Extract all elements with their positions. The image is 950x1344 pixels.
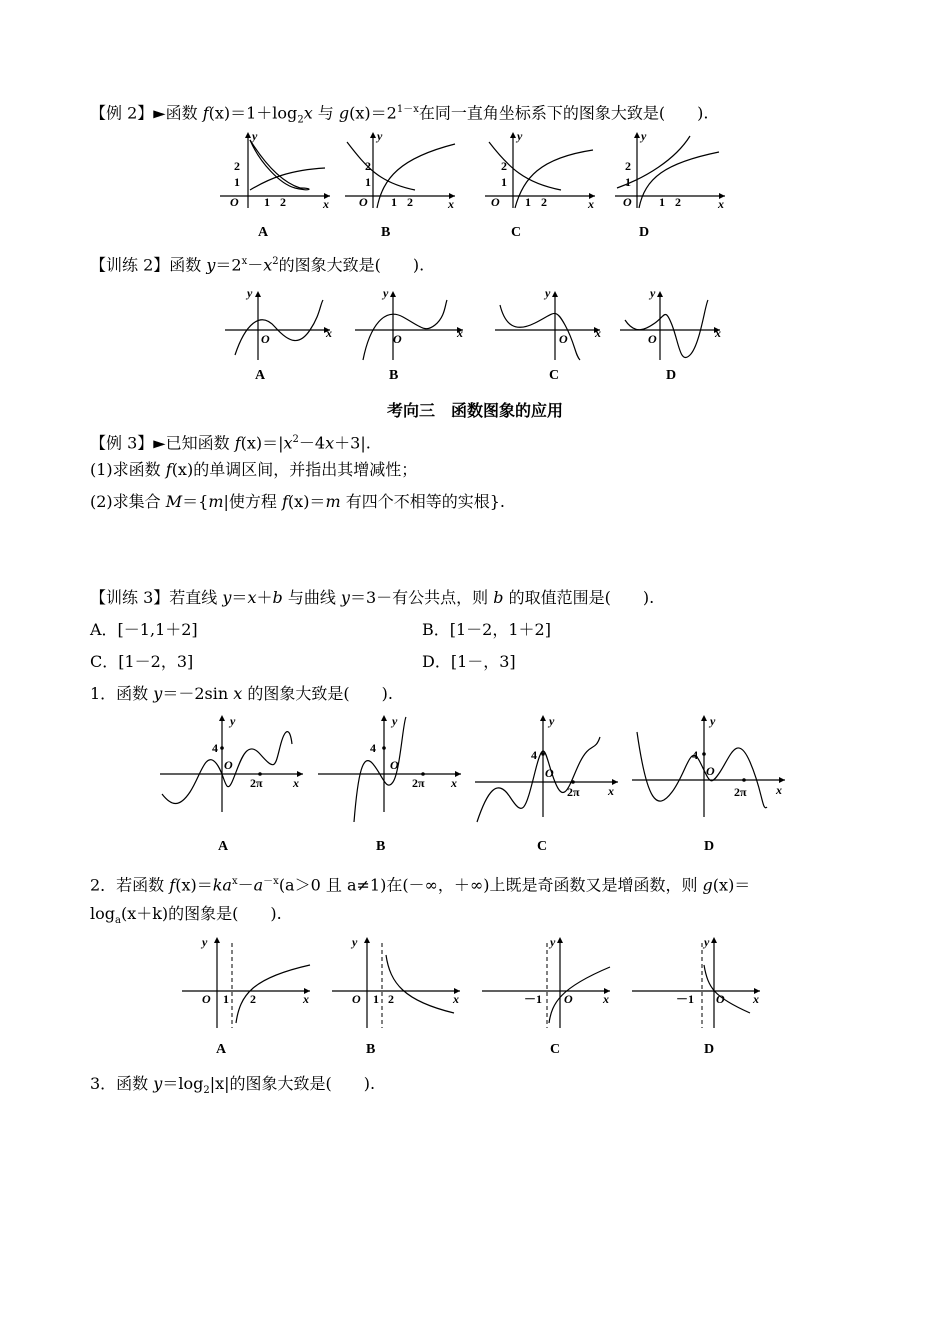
y-axis-label: y — [650, 286, 656, 300]
option-label: D — [704, 1042, 715, 1057]
text: a — [253, 875, 264, 895]
tick-label: 4 — [370, 741, 376, 755]
training-2-question — [90, 252, 424, 275]
tick-label: 2π — [250, 776, 263, 790]
example-3-question — [90, 430, 371, 453]
y-axis-label: y — [230, 714, 236, 728]
tick-label: 1 — [365, 175, 371, 189]
p2-graph-c — [482, 933, 617, 1058]
option-label: B — [366, 1042, 376, 1057]
tick-label: 1 — [659, 195, 665, 209]
x-axis-label: x — [588, 197, 594, 211]
problem-1-question — [90, 684, 393, 704]
text: x — [283, 433, 293, 453]
arrow-icon: ► — [153, 103, 166, 123]
text: x — [247, 588, 257, 607]
text: 的图象大致是( ). — [278, 255, 425, 275]
tick-label: －1 — [676, 992, 695, 1006]
tick-label: 1 — [223, 992, 229, 1006]
y-axis-label: y — [377, 129, 383, 143]
origin-label: O — [202, 992, 211, 1006]
text: 2．若函数 — [90, 875, 170, 895]
text: y — [153, 1074, 163, 1093]
text: 2 — [292, 434, 299, 445]
text: m — [325, 492, 341, 511]
tick-label: 4 — [692, 748, 698, 762]
text: f — [169, 875, 176, 895]
text: 1．函数 — [90, 684, 154, 703]
option-label: D — [666, 368, 677, 383]
tr2-graph-b — [355, 285, 470, 385]
problem-2-question — [90, 872, 750, 895]
option-label: C — [549, 368, 560, 383]
origin-label: O — [716, 992, 725, 1006]
tick-label: 2 — [625, 159, 631, 173]
text: ＝－2sin — [162, 684, 234, 703]
option-label: B — [376, 839, 386, 854]
origin-label: O — [390, 758, 399, 772]
text: 若直线 — [169, 588, 223, 607]
text: 函数 — [165, 103, 203, 123]
text: a — [222, 875, 232, 895]
example-3-part-1 — [90, 460, 417, 480]
p2-graph-a — [182, 933, 317, 1058]
ex2-graph-b — [345, 128, 465, 243]
origin-label: O — [545, 766, 554, 780]
x-axis-label: x — [451, 776, 457, 790]
option-label: C — [550, 1042, 561, 1057]
p1-graph-d — [632, 712, 792, 857]
text: f — [165, 460, 172, 479]
tick-label: 2π — [734, 785, 747, 799]
origin-label: O — [648, 332, 657, 346]
training-tag: 【训练 3】 — [90, 588, 170, 607]
text: 在同一直角坐标系下的图象大致是( ). — [418, 103, 709, 123]
x-axis-label: x — [715, 326, 721, 340]
origin-label: O — [230, 195, 239, 209]
y-axis-label: y — [545, 286, 551, 300]
text: M — [165, 492, 183, 511]
tick-label: 2 — [407, 195, 413, 209]
p1-graph-a — [160, 712, 310, 857]
tick-label: 2 — [365, 159, 371, 173]
text: 有四个不相等的实根}. — [340, 492, 505, 511]
tick-label: 1 — [373, 992, 379, 1006]
text: (x)＝ — [287, 492, 326, 511]
ex2-graph-c — [485, 128, 605, 243]
x-axis-label: x — [776, 783, 782, 797]
x-axis-label: x — [326, 326, 332, 340]
tick-label: 4 — [531, 748, 537, 762]
origin-label: O — [352, 992, 361, 1006]
y-axis-label: y — [252, 129, 258, 143]
text: x — [233, 684, 243, 703]
option-label: B — [381, 225, 391, 240]
origin-label: O — [393, 332, 402, 346]
origin-label: O — [623, 195, 632, 209]
text: (1)求函数 — [90, 460, 166, 479]
p1-graph-c — [475, 712, 625, 857]
text: (x)＝ — [175, 875, 213, 895]
text: 函数 — [169, 255, 207, 275]
example-2-question — [90, 100, 708, 131]
text: (x)＝2 — [349, 103, 397, 123]
option-label: A — [258, 225, 269, 240]
x-axis-label: x — [753, 992, 759, 1006]
x-axis-label: x — [457, 326, 463, 340]
p1-graph-b — [318, 712, 468, 857]
option-label: D — [704, 839, 715, 854]
tick-label: 2 — [675, 195, 681, 209]
text: －x — [263, 876, 279, 887]
tick-label: 2 — [388, 992, 394, 1006]
text: (2)求集合 — [90, 492, 166, 511]
origin-label: O — [359, 195, 368, 209]
tick-label: 2π — [567, 785, 580, 799]
problem-2-question-line-2 — [90, 904, 282, 931]
y-axis-label: y — [704, 935, 710, 949]
option-label: D — [639, 225, 650, 240]
text: 与曲线 — [282, 588, 341, 607]
text: (x＋k)的图象是( ). — [120, 904, 282, 923]
x-axis-label: x — [448, 197, 454, 211]
y-axis-label: y — [641, 129, 647, 143]
text: x — [231, 876, 238, 887]
text: ＋ — [256, 588, 273, 607]
origin-label: O — [559, 332, 568, 346]
origin-label: O — [706, 764, 715, 778]
p2-graph-d — [632, 933, 767, 1058]
text: x — [263, 255, 273, 275]
text: ＝2 — [215, 255, 242, 275]
origin-label: O — [564, 992, 573, 1006]
option-b: B．[1－2，1＋2] — [422, 620, 551, 639]
option-label: C — [511, 225, 522, 240]
y-axis-label: y — [550, 935, 556, 949]
example-tag: 【例 2】 — [90, 103, 154, 123]
text: 的图象大致是( ). — [242, 684, 393, 703]
tick-label: 2 — [280, 195, 286, 209]
text: x — [241, 256, 248, 267]
option-c: C．[1－2，3] — [90, 652, 194, 671]
text: (x)＝| — [240, 433, 284, 453]
origin-label: O — [261, 332, 270, 346]
training-3-question — [90, 588, 654, 608]
text: ＝1＋log — [230, 103, 298, 123]
text: 1－x — [396, 104, 419, 115]
origin-label: O — [224, 758, 233, 772]
y-axis-label: y — [392, 714, 398, 728]
text: a — [115, 915, 121, 927]
origin-label: O — [491, 195, 500, 209]
text: |使方程 — [223, 492, 282, 511]
x-axis-label: x — [595, 326, 601, 340]
text: g — [702, 875, 713, 895]
text: f — [202, 103, 209, 123]
y-axis-label: y — [549, 714, 555, 728]
problem-3-question — [90, 1074, 375, 1101]
tick-label: 1 — [391, 195, 397, 209]
tick-label: 1 — [501, 175, 507, 189]
text: 的取值范围是( ). — [503, 588, 655, 607]
example-3-part-2 — [90, 492, 505, 512]
y-axis-label: y — [710, 714, 716, 728]
text: － — [247, 255, 264, 275]
text: f — [282, 492, 288, 511]
x-axis-label: x — [453, 992, 459, 1006]
option-label: B — [389, 368, 399, 383]
text: x — [325, 433, 335, 453]
tick-label: 1 — [234, 175, 240, 189]
text: 3．函数 — [90, 1074, 154, 1093]
y-axis-label: y — [247, 286, 253, 300]
option-label: A — [255, 368, 266, 383]
option-d: D．[1－，3] — [422, 652, 516, 671]
y-axis-label: y — [202, 935, 208, 949]
tick-label: 4 — [212, 741, 218, 755]
x-axis-label: x — [303, 992, 309, 1006]
text: ＝log — [162, 1074, 204, 1093]
option-label: A — [216, 1042, 227, 1057]
text: ＋3|. — [334, 433, 371, 453]
ex2-graph-a — [220, 128, 340, 243]
text: －4 — [298, 433, 326, 453]
text: g — [338, 103, 350, 123]
ex2-graph-d — [615, 128, 735, 243]
tr2-graph-a — [225, 285, 340, 385]
tick-label: 2π — [412, 776, 425, 790]
tr2-graph-c — [495, 285, 610, 385]
y-axis-label: y — [383, 286, 389, 300]
x-axis-label: x — [603, 992, 609, 1006]
text: (a＞0 且 a≠1)在(－∞，＋∞)上既是奇函数又是增函数，则 — [278, 875, 703, 895]
text: log — [90, 904, 115, 923]
x-axis-label: x — [323, 197, 329, 211]
text: y — [222, 588, 232, 607]
option-label: A — [218, 839, 229, 854]
tick-label: 1 — [525, 195, 531, 209]
text: k — [212, 875, 223, 895]
text: 2 — [203, 1085, 210, 1097]
tick-label: 2 — [501, 159, 507, 173]
text: y — [340, 588, 350, 607]
text: y — [206, 255, 216, 275]
text: b — [272, 588, 283, 607]
text: － — [237, 875, 254, 895]
arrow-icon: ► — [153, 433, 166, 453]
tick-label: 2 — [250, 992, 256, 1006]
x-axis-label: x — [608, 784, 614, 798]
section-heading: 考向三 函数图象的应用 — [386, 401, 563, 420]
text: ＝{ — [182, 492, 209, 511]
tick-label: 2 — [234, 159, 240, 173]
text: 已知函数 — [165, 433, 235, 453]
text: ＝3－有公共点，则 — [349, 588, 494, 607]
training-tag: 【训练 2】 — [90, 255, 170, 275]
option-a: A．[－1,1＋2] — [90, 620, 198, 639]
tr2-graph-d — [620, 285, 735, 385]
p2-graph-b — [332, 933, 467, 1058]
x-axis-label: x — [293, 776, 299, 790]
y-axis-label: y — [352, 935, 358, 949]
text: 2 — [272, 256, 279, 267]
text: 2 — [297, 114, 304, 126]
tick-label: 2 — [541, 195, 547, 209]
text: m — [208, 492, 224, 511]
text: 与 — [312, 103, 339, 123]
text: (x)的单调区间，并指出其增减性； — [171, 460, 418, 479]
text: (x) — [208, 103, 231, 123]
text: y — [153, 684, 163, 703]
x-axis-label: x — [718, 197, 724, 211]
text: b — [493, 588, 504, 607]
text: ＝ — [231, 588, 248, 607]
text: |x|的图象大致是( ). — [209, 1074, 376, 1093]
text: f — [234, 433, 241, 453]
y-axis-label: y — [517, 129, 523, 143]
text: x — [303, 103, 313, 123]
tick-label: －1 — [524, 992, 543, 1006]
text: (x)＝ — [712, 875, 751, 895]
tick-label: 1 — [625, 175, 631, 189]
example-tag: 【例 3】 — [90, 433, 154, 453]
option-label: C — [537, 839, 548, 854]
tick-label: 1 — [264, 195, 270, 209]
